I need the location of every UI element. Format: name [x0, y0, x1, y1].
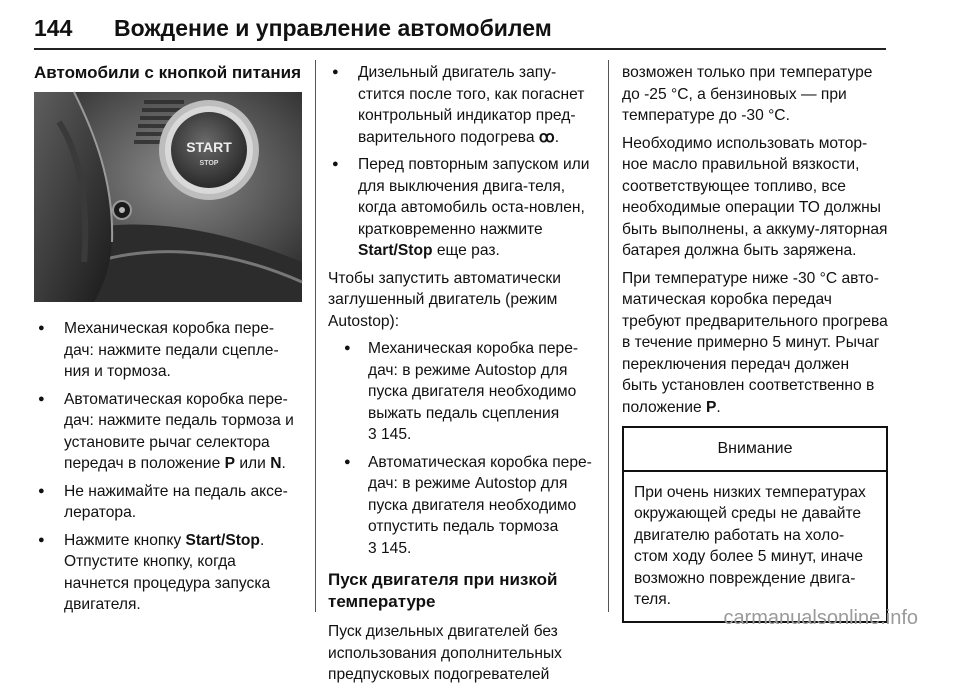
paragraph: Необходимо использовать мотор-ное масло правильной вязкости, соответствующее топливо, все необходимые операции ТО должны быть выполнены, а аккуму-ляторная батарея должна быть заряжена.: [622, 134, 888, 259]
stop-label: STOP: [199, 160, 219, 167]
start-steps-list: [34, 318, 302, 616]
paragraph: Пуск дизельных двигателей без использования дополнительных предпусковых подогревателей: [328, 623, 562, 683]
column-divider: [315, 60, 316, 612]
start-stop-photo: [34, 92, 302, 302]
list-item: ● Не нажимайте на педаль аксе-лератора.: [34, 481, 302, 524]
page-reference[interactable]: 3 145.: [368, 426, 412, 443]
warning-box: [622, 426, 888, 623]
list-item: ● Автоматическая коробка пере-дач: нажмите педаль тормоза и установите рычаг селектора передач в положение P или N.: [34, 389, 302, 475]
list-item: ● Дизельный двигатель запу-стится после того, как погаснет контрольный индикатор пред-варительного подогрева ꝏ.: [328, 62, 594, 148]
warning-title: Внимание: [624, 428, 886, 472]
start-steps-list-cont: [328, 62, 594, 262]
column-1: [34, 62, 302, 622]
list-item: ● Механическая коробка пере-дач: нажмите педали сцепле-ния и тормоза.: [34, 318, 302, 383]
list-item: ● Перед повторным запуском или для выключения двига-теля, когда автомобиль оста-новлен, кратковременно нажмите Start/Stop еще раз.: [328, 154, 594, 262]
autostop-list: [328, 338, 594, 559]
list-item: ● Механическая коробка пере-дач: в режиме Autostop для пуска двигателя необходимо выжать педаль сцепления 3 145.: [338, 338, 594, 446]
list-item: ● Автоматическая коробка пере-дач: в режиме Autostop для пуска двигателя необходимо отпустить педаль тормоза 3 145.: [338, 452, 594, 560]
section-heading: Пуск двигателя при низкой температуре: [328, 570, 558, 611]
column-2: [328, 62, 594, 692]
page-reference[interactable]: 3 145.: [368, 539, 412, 557]
glow-plug-icon: ꝏ: [538, 128, 555, 146]
list-item: ● Нажмите кнопку Start/Stop. Отпустите кнопку, когда начнется процедура запуска двигателя.: [34, 530, 302, 616]
start-label: START: [186, 139, 232, 155]
watermark: carmanualsonline.info: [723, 607, 918, 629]
section-heading: Автомобили с кнопкой питания: [34, 63, 302, 82]
warning-text: При очень низких температурах окружающей среды не давайте двигателю работать на холо-стом ходу более 5 минут, иначе возможно повреждение двига-теля.: [634, 483, 866, 608]
column-divider: [608, 60, 609, 612]
dashboard-illustration: [34, 92, 302, 302]
page-number: 144: [34, 15, 73, 41]
page-header: [34, 6, 886, 50]
paragraph: возможен только при температуре до -25 °C, а бензиновых — при температуре до -30 °C.: [622, 64, 873, 124]
page-title: Вождение и управление автомобилем: [114, 15, 552, 41]
paragraph: При температуре ниже -30 °C авто-матическая коробка передач требуют предварительного прогрева в течение примерно 5 минут. Рычаг переключения передач должен быть установлен соответственно в положение P.: [622, 269, 888, 416]
paragraph: Чтобы запустить автоматически заглушенный двигатель (режим Autostop):: [328, 269, 561, 330]
column-3: [622, 62, 888, 623]
